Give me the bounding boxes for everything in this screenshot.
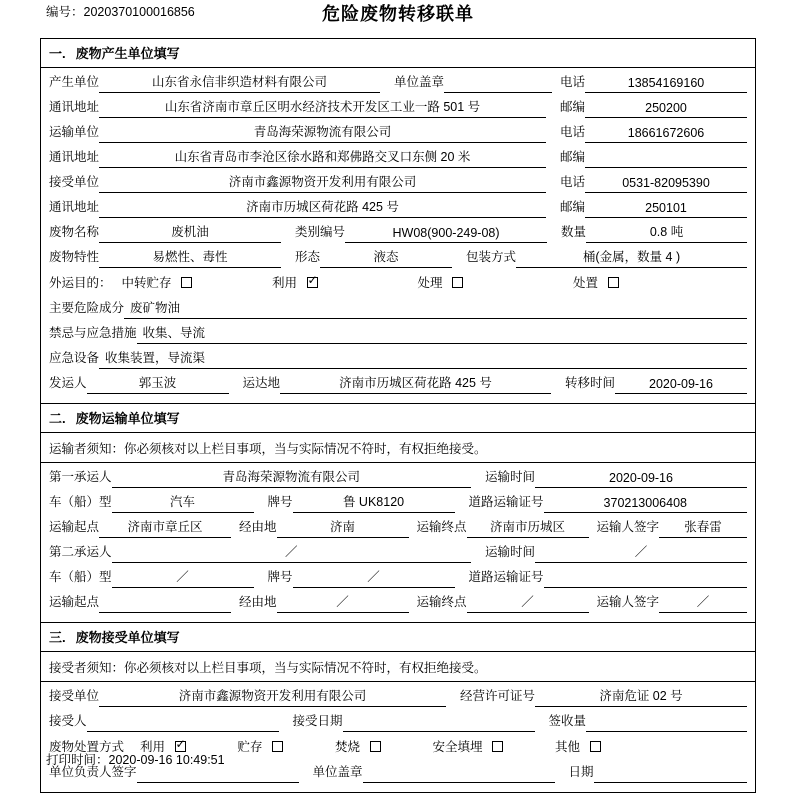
- print-time-value: 2020-09-16 10:49:51: [108, 753, 225, 767]
- purpose-option-reuse[interactable]: [272, 273, 318, 294]
- row-waste-name: [41, 218, 755, 243]
- plate2-label: 牌号: [267, 570, 293, 584]
- sign2-value[interactable]: ／: [659, 592, 747, 613]
- transporter-address-value[interactable]: 山东省青岛市李沧区徐水路和郑佛路交叉口东侧 20 米: [99, 147, 546, 168]
- vehicle1-label: 车（船）型: [49, 495, 112, 509]
- row-carrier2: [41, 538, 755, 563]
- section-1-number: 一.: [49, 46, 66, 61]
- end1-label: 运输终点: [416, 520, 467, 534]
- producer-label: 产生单位: [49, 75, 100, 89]
- carrier2-time-value[interactable]: ／: [535, 542, 747, 563]
- transporter-phone-label: 电话: [559, 125, 585, 139]
- vehicle2-value[interactable]: ／: [112, 567, 254, 588]
- waste-quantity-label: 数量: [561, 225, 587, 239]
- purpose-treat-checkbox[interactable]: [452, 277, 463, 288]
- purpose-option-transfer[interactable]: [122, 273, 193, 294]
- unit-seal-value[interactable]: [363, 780, 555, 783]
- transporter-zip-label: 邮编: [559, 150, 585, 164]
- transporter-address-label: 通讯地址: [49, 150, 100, 164]
- sign1-value[interactable]: 张春雷: [659, 517, 747, 538]
- final-date-label: 日期: [568, 765, 594, 779]
- producer-value[interactable]: 山东省永信非织造材料有限公司: [99, 72, 380, 93]
- via2-value[interactable]: ／: [277, 592, 409, 613]
- purpose-option-dispose-label: 处置: [573, 276, 599, 290]
- carrier1-value[interactable]: 青岛海荣源物流有限公司: [112, 467, 471, 488]
- producer-zip-value[interactable]: 250200: [585, 101, 747, 118]
- row-producer-address: [41, 93, 755, 118]
- section-2-number: 二.: [49, 411, 66, 426]
- disposal-landfill-checkbox[interactable]: [492, 741, 503, 752]
- end1-value[interactable]: 济南市历城区: [467, 517, 589, 538]
- receiver-zip-label: 邮编: [559, 200, 585, 214]
- receiving-date-label: 接受日期: [292, 714, 343, 728]
- end2-label: 运输终点: [416, 595, 467, 609]
- producer-phone-value[interactable]: 13854169160: [585, 76, 747, 93]
- disposal-option-incineration[interactable]: [335, 737, 381, 758]
- taboo-label: 禁忌与应急措施: [49, 326, 137, 340]
- waste-form-label: 形态: [295, 250, 321, 264]
- form-frame: [40, 38, 756, 793]
- disposal-storage-checkbox[interactable]: [272, 741, 283, 752]
- print-time-label: 打印时间：: [46, 753, 109, 767]
- vehicle1-value[interactable]: 汽车: [112, 492, 254, 513]
- carrier2-time-label: 运输时间: [484, 545, 535, 559]
- taboo-value[interactable]: 收集、导流: [137, 323, 747, 344]
- purpose-option-treat-label: 处理: [417, 276, 443, 290]
- emergency-equipment-label: 应急设备: [49, 351, 100, 365]
- disposal-option-storage-label: 贮存: [237, 740, 263, 754]
- receiving-person-label: 接受人: [49, 714, 87, 728]
- receiving-quantity-value[interactable]: [586, 729, 747, 732]
- waste-category-label: 类别编号: [295, 225, 346, 239]
- section-3-spacer: [41, 783, 755, 792]
- waste-form-value[interactable]: 液态: [320, 247, 452, 268]
- producer-address-value[interactable]: 山东省济南市章丘区明水经济技术开发区工业一路 501 号: [99, 97, 546, 118]
- end2-value[interactable]: ／: [467, 592, 589, 613]
- section-2-title: 废物运输单位填写: [75, 411, 180, 426]
- waste-name-label: 废物名称: [49, 225, 100, 239]
- row-waste-property: [41, 243, 755, 268]
- plate2-value[interactable]: ／: [293, 567, 455, 588]
- via1-value[interactable]: 济南: [277, 517, 409, 538]
- section-1-spacer: [41, 394, 755, 403]
- producer-seal-value[interactable]: [444, 90, 552, 93]
- hazard-component-value[interactable]: 废矿物油: [124, 298, 747, 319]
- via2-label: 经由地: [239, 595, 277, 609]
- disposal-option-landfill-label: 安全填埋: [432, 740, 483, 754]
- producer-address-label: 通讯地址: [49, 100, 100, 114]
- permit-label: 经营许可证号: [459, 689, 535, 703]
- row-transporter-address: [41, 143, 755, 168]
- purpose-option-treat[interactable]: [418, 273, 464, 294]
- carrier2-label: 第二承运人: [49, 545, 112, 559]
- row-receiving-unit: [41, 682, 755, 707]
- start2-value[interactable]: [99, 610, 231, 613]
- section-1-title: 废物产生单位填写: [75, 46, 180, 61]
- section-1-header: [41, 39, 755, 68]
- waste-name-value[interactable]: 废机油: [99, 222, 281, 243]
- receiving-date-value[interactable]: [343, 729, 535, 732]
- receiver-address-label: 通讯地址: [49, 200, 100, 214]
- carrier2-value[interactable]: ／: [112, 542, 471, 563]
- waste-package-label: 包装方式: [466, 250, 517, 264]
- carrier1-time-label: 运输时间: [484, 470, 535, 484]
- document-header: [0, 0, 796, 34]
- final-date-value[interactable]: [594, 780, 747, 783]
- producer-seal-label: 单位盖章: [393, 75, 444, 89]
- waste-property-value[interactable]: 易燃性、毒性: [99, 247, 281, 268]
- waste-package-value[interactable]: 桶(金属，数量 4 ): [516, 247, 747, 268]
- disposal-other-checkbox[interactable]: [590, 741, 601, 752]
- receiving-quantity-label: 签收量: [548, 714, 587, 728]
- license1-label: 道路运输证号: [468, 495, 544, 509]
- via1-label: 经由地: [239, 520, 277, 534]
- disposal-option-storage[interactable]: [238, 737, 284, 758]
- purpose-option-reuse-label: 利用: [272, 276, 298, 290]
- disposal-option-other-label: 其他: [555, 740, 581, 754]
- disposal-method-label: 废物处置方式: [49, 740, 125, 754]
- permit-value[interactable]: 济南危证 02 号: [535, 686, 747, 707]
- transfer-time-label: 转移时间: [564, 376, 615, 390]
- license1-value[interactable]: 370213006408: [544, 496, 747, 513]
- carrier1-label: 第一承运人: [49, 470, 112, 484]
- row-route2: [41, 588, 755, 613]
- row-sender: [41, 369, 755, 394]
- receiving-person-value[interactable]: [87, 729, 279, 732]
- disposal-option-other[interactable]: [555, 737, 601, 758]
- section-3-header: [41, 622, 755, 652]
- section-3-number: 三.: [49, 630, 66, 645]
- transporter-value[interactable]: 青岛海荣源物流有限公司: [99, 122, 546, 143]
- document-number-value: 2020370100016856: [83, 5, 195, 19]
- row-vehicle2: [41, 563, 755, 588]
- row-route1: [41, 513, 755, 538]
- hazard-component-label: 主要危险成分: [49, 301, 125, 315]
- plate1-label: 牌号: [267, 495, 293, 509]
- receiver-value[interactable]: 济南市鑫源物资开发利用有限公司: [99, 172, 546, 193]
- start1-value[interactable]: 济南市章丘区: [99, 517, 231, 538]
- section-3-title: 废物接受单位填写: [75, 630, 180, 645]
- section-2-spacer: [41, 613, 755, 622]
- receiver-address-value[interactable]: 济南市历城区荷花路 425 号: [99, 197, 546, 218]
- destination-value[interactable]: 济南市历城区荷花路 425 号: [280, 373, 551, 394]
- row-purpose: [41, 268, 755, 294]
- carrier1-time-value[interactable]: 2020-09-16: [535, 471, 747, 488]
- print-time: [46, 750, 225, 768]
- row-producer: [41, 68, 755, 93]
- row-carrier1: [41, 463, 755, 488]
- sign2-label: 运输人签字: [596, 595, 660, 609]
- sign1-label: 运输人签字: [596, 520, 660, 534]
- producer-phone-label: 电话: [559, 75, 585, 89]
- row-receiver-address: [41, 193, 755, 218]
- waste-quantity-value[interactable]: 0.8 吨: [586, 222, 747, 243]
- receiving-unit-value[interactable]: 济南市鑫源物资开发利用有限公司: [99, 686, 446, 707]
- start1-label: 运输起点: [49, 520, 100, 534]
- row-vehicle1: [41, 488, 755, 513]
- purpose-transfer-checkbox[interactable]: [181, 277, 192, 288]
- disposal-option-reuse-label: 利用: [140, 740, 166, 754]
- row-taboo: [41, 319, 755, 344]
- receiver-notice: 接受者须知：你必须核对以上栏目事项，当与实际情况不符时，有权拒绝接受。: [41, 652, 755, 682]
- row-hazard-component: [41, 294, 755, 319]
- disposal-option-incineration-label: 焚烧: [335, 740, 361, 754]
- purpose-option-dispose[interactable]: [573, 273, 619, 294]
- transfer-time-value[interactable]: 2020-09-16: [615, 377, 747, 394]
- sender-label: 发运人: [49, 376, 87, 390]
- disposal-incineration-checkbox[interactable]: [370, 741, 381, 752]
- license2-value[interactable]: [544, 585, 747, 588]
- license2-label: 道路运输证号: [468, 570, 544, 584]
- waste-category-value[interactable]: HW08(900-249-08): [345, 226, 547, 243]
- destination-label: 运达地: [242, 376, 281, 390]
- waste-property-label: 废物特性: [49, 250, 100, 264]
- plate1-value[interactable]: 鲁 UK8120: [293, 492, 455, 513]
- row-transporter: [41, 118, 755, 143]
- document-number-label: 编号：: [46, 5, 84, 19]
- transporter-label: 运输单位: [49, 125, 100, 139]
- start2-label: 运输起点: [49, 595, 100, 609]
- purpose-dispose-checkbox[interactable]: [608, 277, 619, 288]
- sender-value[interactable]: 郭玉波: [87, 373, 229, 394]
- purpose-option-transfer-label: 中转贮存: [121, 276, 172, 290]
- row-emergency-equipment: [41, 344, 755, 369]
- disposal-option-landfill[interactable]: [433, 737, 504, 758]
- responsible-sign-label: 单位负责人签字: [49, 765, 137, 779]
- transporter-notice: 运输者须知：你必须核对以上栏目事项，当与实际情况不符时，有权拒绝接受。: [41, 433, 755, 463]
- vehicle2-label: 车（船）型: [49, 570, 112, 584]
- transporter-phone-value[interactable]: 18661672606: [585, 126, 747, 143]
- purpose-reuse-checkbox[interactable]: [307, 277, 318, 288]
- receiver-label: 接受单位: [49, 175, 100, 189]
- receiver-phone-label: 电话: [559, 175, 585, 189]
- row-receiving-person: [41, 707, 755, 732]
- receiver-phone-value[interactable]: 0531-82095390: [585, 176, 747, 193]
- emergency-equipment-value[interactable]: 收集装置，导流渠: [99, 348, 747, 369]
- producer-zip-label: 邮编: [559, 100, 585, 114]
- row-receiver: [41, 168, 755, 193]
- transporter-zip-value[interactable]: [585, 165, 747, 168]
- page-title: 危险废物转移联单: [322, 4, 474, 24]
- purpose-label: 外运目的：: [49, 276, 112, 290]
- receiving-unit-label: 接受单位: [49, 689, 100, 703]
- section-2-header: [41, 403, 755, 433]
- receiver-zip-value[interactable]: 250101: [585, 201, 747, 218]
- responsible-sign-value[interactable]: [137, 780, 299, 783]
- unit-seal-label: 单位盖章: [312, 765, 363, 779]
